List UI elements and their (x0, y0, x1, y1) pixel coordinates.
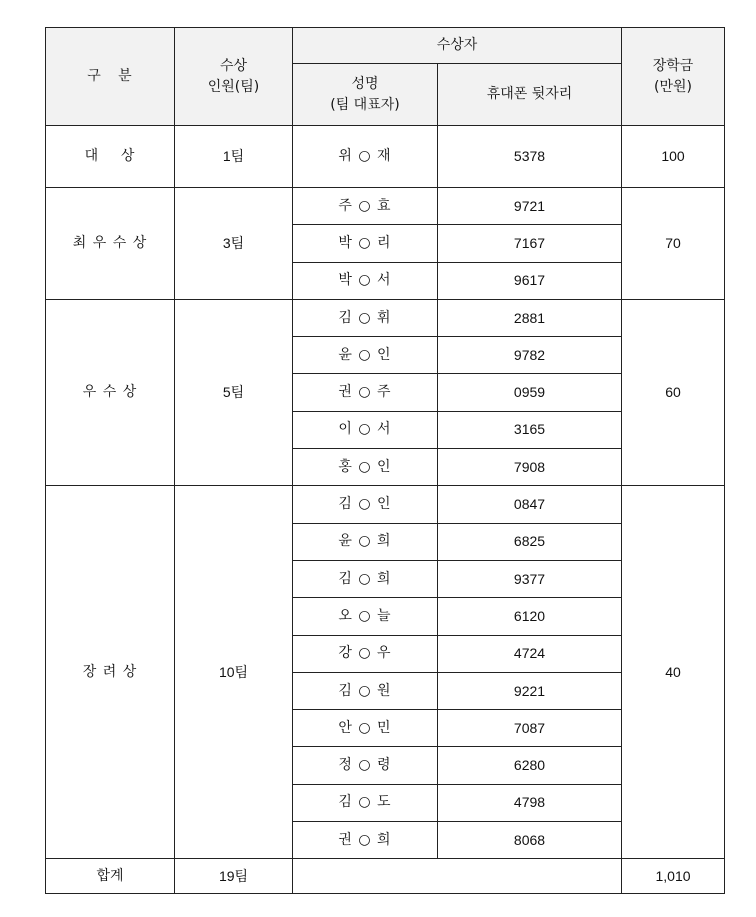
phone-digits-cell: 4724 (438, 635, 622, 672)
phone-digits-cell: 6120 (438, 598, 622, 635)
header-count (175, 28, 293, 126)
phone-digits-cell: 6280 (438, 747, 622, 784)
winner-name-cell: 안 ○ 민 (293, 710, 438, 747)
phone-digits-cell: 9221 (438, 672, 622, 709)
table-row (46, 188, 725, 225)
winner-name-cell: 박 ○ 리 (293, 225, 438, 262)
total-label: 합계 (46, 859, 175, 894)
winner-name-cell: 이 ○ 서 (293, 411, 438, 448)
winner-name-cell: 권 ○ 주 (293, 374, 438, 411)
header-prize-line2: (만원) (654, 78, 692, 95)
table-row (46, 126, 725, 188)
header-name-line2: (팀 대표자) (330, 96, 400, 113)
prize-cell: 60 (622, 299, 725, 485)
winner-name-cell: 정 ○ 령 (293, 747, 438, 784)
winner-name-cell: 김 ○ 휘 (293, 299, 438, 336)
count-cell: 5팀 (175, 299, 293, 485)
table-header (46, 28, 725, 126)
table-row (46, 486, 725, 523)
header-prize-line1: 장학금 (652, 57, 694, 74)
category-cell: 우 수 상 (46, 299, 175, 485)
prize-cell: 40 (622, 486, 725, 859)
header-count-line1: 수상 (219, 57, 248, 74)
phone-digits-cell: 9377 (438, 560, 622, 597)
winner-name-cell: 오 ○ 늘 (293, 598, 438, 635)
phone-digits-cell: 7087 (438, 710, 622, 747)
header-category (46, 28, 175, 126)
table-body (46, 126, 725, 859)
count-cell: 1팀 (175, 126, 293, 188)
winner-name-cell: 박 ○ 서 (293, 262, 438, 299)
winner-name-cell: 김 ○ 도 (293, 784, 438, 821)
winner-name-cell: 강 ○ 우 (293, 635, 438, 672)
header-phone-label: 휴대폰 뒷자리 (486, 86, 573, 102)
total-count: 19팀 (175, 859, 293, 894)
header-category-label: 구 분 (87, 68, 133, 84)
table-footer (46, 859, 725, 894)
header-name (293, 64, 438, 126)
phone-digits-cell: 3165 (438, 411, 622, 448)
phone-digits-cell: 0959 (438, 374, 622, 411)
winner-name-cell: 윤 ○ 희 (293, 523, 438, 560)
phone-digits-cell: 2881 (438, 299, 622, 336)
category-cell: 최 우 수 상 (46, 188, 175, 300)
phone-digits-cell: 9617 (438, 262, 622, 299)
header-prize (622, 28, 725, 126)
table-row (46, 299, 725, 336)
phone-digits-cell: 0847 (438, 486, 622, 523)
count-cell: 3팀 (175, 188, 293, 300)
header-winners-label: 수상자 (436, 37, 478, 53)
category-cell: 대 상 (46, 126, 175, 188)
prize-cell: 100 (622, 126, 725, 188)
winner-name-cell: 주 ○ 효 (293, 188, 438, 225)
phone-digits-cell: 4798 (438, 784, 622, 821)
phone-digits-cell: 8068 (438, 822, 622, 859)
header-winners (293, 28, 622, 64)
phone-digits-cell: 7167 (438, 225, 622, 262)
total-row (46, 859, 725, 894)
header-count-line2: 인원(팀) (207, 78, 260, 95)
winner-name-cell: 김 ○ 원 (293, 672, 438, 709)
total-prize: 1,010 (622, 859, 725, 894)
winner-name-cell: 윤 ○ 인 (293, 337, 438, 374)
phone-digits-cell: 9721 (438, 188, 622, 225)
winner-name-cell: 김 ○ 인 (293, 486, 438, 523)
winner-name-cell: 권 ○ 희 (293, 822, 438, 859)
prize-cell: 70 (622, 188, 725, 300)
winner-name-cell: 위 ○ 재 (293, 126, 438, 188)
phone-digits-cell: 5378 (438, 126, 622, 188)
awards-table (45, 27, 725, 894)
total-empty-cell (293, 859, 622, 894)
phone-digits-cell: 7908 (438, 449, 622, 486)
winner-name-cell: 김 ○ 희 (293, 560, 438, 597)
header-phone (438, 64, 622, 126)
phone-digits-cell: 9782 (438, 337, 622, 374)
header-name-line1: 성명 (351, 75, 379, 92)
category-cell: 장 려 상 (46, 486, 175, 859)
phone-digits-cell: 6825 (438, 523, 622, 560)
count-cell: 10팀 (175, 486, 293, 859)
winner-name-cell: 홍 ○ 인 (293, 449, 438, 486)
